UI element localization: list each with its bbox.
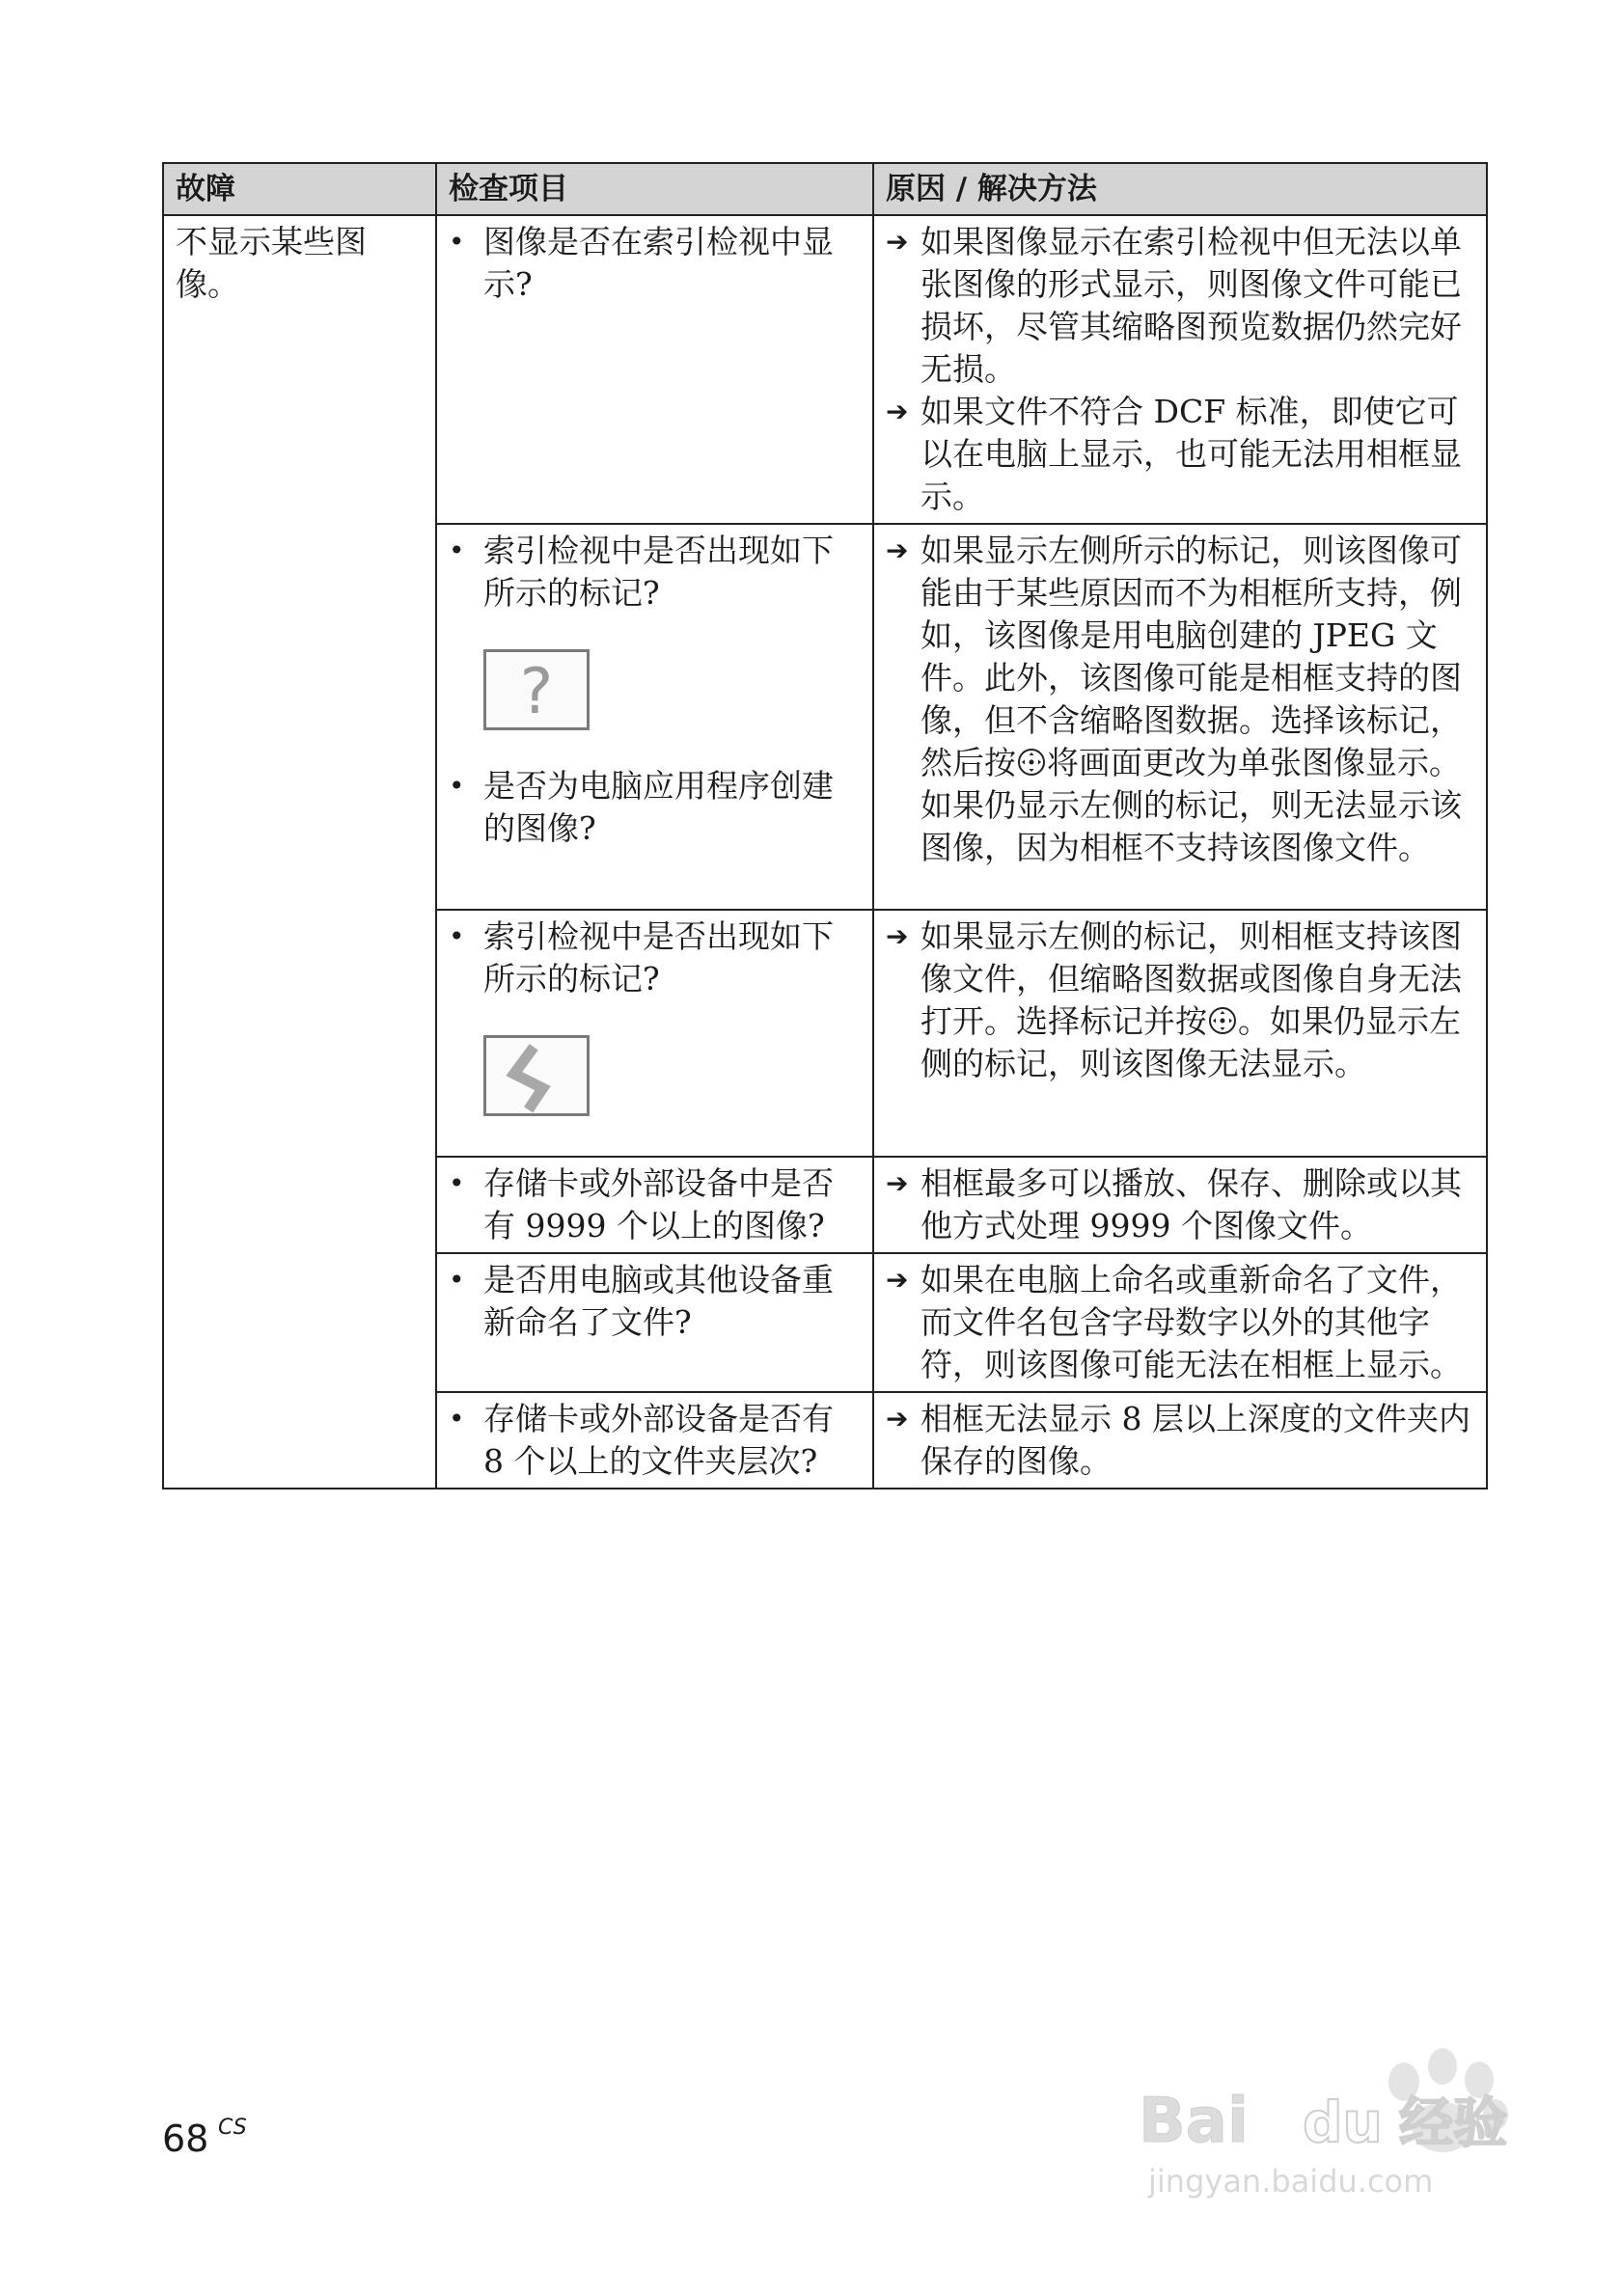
check-cell bbox=[436, 1157, 873, 1253]
bullet-icon: • bbox=[449, 226, 465, 258]
check-text: 存储卡或外部设备是否有 8 个以上的文件夹层次? bbox=[483, 1400, 834, 1480]
check-cell bbox=[436, 215, 873, 524]
solution-text-part: 将画面更改为单张图像显示。如果仍显示左侧的标记，则无法显示该图像，因为相框不支持该图像文件。 bbox=[920, 744, 1462, 866]
bullet-icon: • bbox=[449, 534, 465, 566]
center-button-icon bbox=[1207, 1005, 1238, 1036]
center-button-icon bbox=[1016, 747, 1047, 778]
broken-image-thumbnail-icon bbox=[483, 1035, 590, 1116]
solution-text-part: 。如果仍显示左侧的标记，则该图像无法显示。 bbox=[920, 1002, 1461, 1082]
language-code: CS bbox=[218, 2116, 247, 2140]
check-text: 是否用电脑或其他设备重新命名了文件? bbox=[483, 1261, 834, 1341]
arrow-icon: ➔ bbox=[886, 1264, 909, 1296]
solution-text: 如果文件不符合 DCF 标准，即使它可以在电脑上显示，也可能无法用相框显示。 bbox=[920, 393, 1462, 515]
check-text: 图像是否在索引检视中显示? bbox=[483, 223, 834, 303]
check-cell bbox=[436, 1392, 873, 1489]
arrow-icon: ➔ bbox=[886, 226, 909, 258]
arrow-icon: ➔ bbox=[886, 396, 909, 427]
page-number: 68 bbox=[162, 2118, 209, 2160]
check-cell bbox=[436, 524, 873, 910]
symptom-cell: 不显示某些图像。 bbox=[163, 215, 436, 1489]
arrow-icon: ➔ bbox=[886, 1167, 909, 1199]
solution-text: 如果图像显示在索引检视中但无法以单张图像的形式显示，则图像文件可能已损坏，尽管其缩略图预览数据仍然完好无损。 bbox=[920, 223, 1462, 388]
arrow-icon: ➔ bbox=[886, 1403, 909, 1435]
solution-cell bbox=[873, 215, 1487, 524]
troubleshooting-table bbox=[162, 162, 1488, 1490]
header-check-item: 检查项目 bbox=[436, 163, 873, 215]
solution-text: 相框最多可以播放、保存、删除或以其他方式处理 9999 个图像文件。 bbox=[920, 1164, 1462, 1244]
solution-text-part: 如果显示左侧的标记，则相框支持该图像文件，但缩略图数据或图像自身无法打开。选择标记并按 bbox=[920, 917, 1462, 1040]
solution-cell bbox=[873, 524, 1487, 910]
check-item bbox=[449, 221, 861, 306]
solution-cell bbox=[873, 910, 1487, 1157]
solution-text: 相框无法显示 8 层以上深度的文件夹内保存的图像。 bbox=[920, 1400, 1470, 1480]
watermark-brand-du: du bbox=[1303, 2090, 1383, 2155]
bullet-icon: • bbox=[449, 920, 465, 952]
table-row bbox=[163, 215, 1487, 524]
watermark-url: jingyan.baidu.com bbox=[1148, 2163, 1434, 2200]
arrow-icon: ➔ bbox=[886, 920, 909, 952]
check-text: 索引检视中是否出现如下所示的标记? bbox=[483, 917, 834, 998]
solution-item bbox=[886, 530, 1474, 869]
check-text: 是否为电脑应用程序创建的图像? bbox=[483, 767, 834, 847]
bullet-icon: • bbox=[449, 770, 465, 802]
check-item bbox=[449, 765, 861, 850]
check-item bbox=[449, 916, 861, 1000]
solution-text-part: 如果显示左侧所示的标记，则该图像可能由于某些原因而不为相框所支持，例如，该图像是用电脑创建的 JPEG 文件。此外，该图像可能是相框支持的图像，但不含缩略图数据。选择该标记，然后按 bbox=[920, 532, 1462, 781]
bullet-icon: • bbox=[449, 1167, 465, 1199]
svg-text:?: ? bbox=[519, 656, 554, 729]
solution-item bbox=[886, 1259, 1474, 1386]
check-item bbox=[449, 1162, 861, 1247]
arrow-icon: ➔ bbox=[886, 534, 909, 566]
solution-item bbox=[886, 1398, 1474, 1483]
watermark-suffix: 经验 bbox=[1399, 2092, 1507, 2155]
solution-text: 如果在电脑上命名或重新命名了文件，而文件名包含字母数字以外的其他字符，则该图像可能无法在相框上显示。 bbox=[920, 1261, 1462, 1383]
solution-cell bbox=[873, 1392, 1487, 1489]
baidu-jingyan-watermark bbox=[1100, 2007, 1534, 2209]
check-text: 索引检视中是否出现如下所示的标记? bbox=[483, 532, 834, 612]
question-mark-thumbnail-icon bbox=[483, 649, 590, 730]
header-cause-solution: 原因 / 解决方法 bbox=[873, 163, 1487, 215]
check-text: 存储卡或外部设备中是否有 9999 个以上的图像? bbox=[483, 1164, 834, 1244]
solution-cell bbox=[873, 1253, 1487, 1392]
table-header-row bbox=[163, 163, 1487, 215]
watermark-brand: Bai bbox=[1139, 2086, 1249, 2157]
bullet-icon: • bbox=[449, 1264, 465, 1296]
solution-item bbox=[886, 221, 1474, 391]
solution-item bbox=[886, 1162, 1474, 1247]
solution-cell bbox=[873, 1157, 1487, 1253]
check-item bbox=[449, 1398, 861, 1483]
check-item bbox=[449, 1259, 861, 1344]
solution-item bbox=[886, 916, 1474, 1085]
solution-item bbox=[886, 391, 1474, 518]
header-symptom: 故障 bbox=[163, 163, 436, 215]
bullet-icon: • bbox=[449, 1403, 465, 1435]
check-item bbox=[449, 530, 861, 615]
check-cell bbox=[436, 1253, 873, 1392]
check-cell bbox=[436, 910, 873, 1157]
